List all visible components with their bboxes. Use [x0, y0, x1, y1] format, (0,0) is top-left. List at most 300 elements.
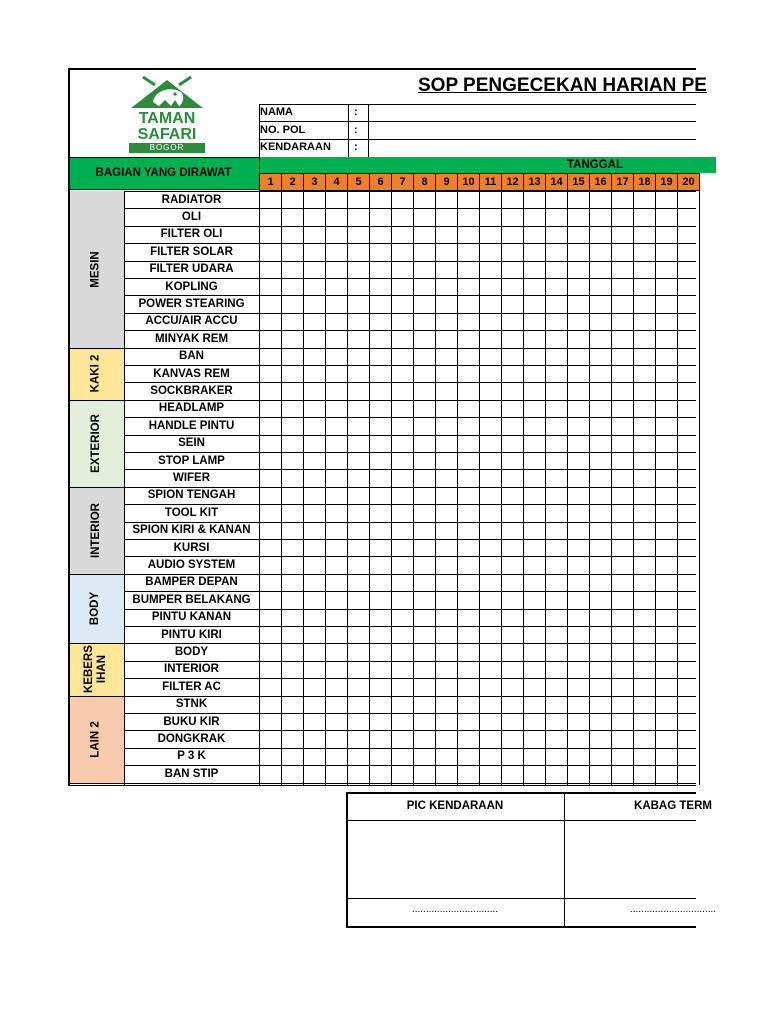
check-cell[interactable] [611, 330, 633, 347]
check-cell[interactable] [369, 504, 391, 521]
check-cell[interactable] [369, 765, 391, 782]
check-cell[interactable] [413, 765, 435, 782]
check-cell[interactable] [391, 748, 413, 765]
check-cell[interactable] [545, 208, 567, 225]
check-cell[interactable] [633, 243, 655, 260]
check-cell[interactable] [589, 435, 611, 452]
check-cell[interactable] [369, 609, 391, 626]
check-cell[interactable] [611, 539, 633, 556]
check-cell[interactable] [391, 609, 413, 626]
check-cell[interactable] [303, 313, 325, 330]
check-cell[interactable] [435, 191, 457, 208]
check-cell[interactable] [369, 522, 391, 539]
check-cell[interactable] [611, 713, 633, 730]
check-cell[interactable] [435, 504, 457, 521]
check-cell[interactable] [413, 504, 435, 521]
check-cell[interactable] [347, 191, 369, 208]
check-cell[interactable] [325, 504, 347, 521]
check-cell[interactable] [413, 243, 435, 260]
check-cell[interactable] [611, 348, 633, 365]
check-cell[interactable] [479, 243, 501, 260]
check-cell[interactable] [501, 469, 523, 486]
check-cell[interactable] [347, 730, 369, 747]
check-cell[interactable] [611, 452, 633, 469]
check-cell[interactable] [391, 208, 413, 225]
check-cell[interactable] [677, 643, 699, 660]
check-cell[interactable] [523, 208, 545, 225]
check-cell[interactable] [633, 191, 655, 208]
check-cell[interactable] [567, 191, 589, 208]
check-cell[interactable] [589, 522, 611, 539]
check-cell[interactable] [303, 226, 325, 243]
check-cell[interactable] [413, 226, 435, 243]
check-cell[interactable] [457, 208, 479, 225]
check-cell[interactable] [677, 278, 699, 295]
check-cell[interactable] [413, 191, 435, 208]
check-cell[interactable] [281, 539, 303, 556]
check-cell[interactable] [611, 626, 633, 643]
check-cell[interactable] [545, 539, 567, 556]
check-cell[interactable] [501, 348, 523, 365]
check-cell[interactable] [457, 748, 479, 765]
check-cell[interactable] [479, 574, 501, 591]
check-cell[interactable] [457, 313, 479, 330]
check-cell[interactable] [369, 208, 391, 225]
check-cell[interactable] [259, 713, 281, 730]
check-cell[interactable] [677, 330, 699, 347]
check-cell[interactable] [259, 609, 281, 626]
check-cell[interactable] [347, 539, 369, 556]
check-cell[interactable] [677, 591, 699, 608]
check-cell[interactable] [303, 713, 325, 730]
check-cell[interactable] [391, 348, 413, 365]
check-cell[interactable] [347, 365, 369, 382]
check-cell[interactable] [303, 574, 325, 591]
check-cell[interactable] [369, 278, 391, 295]
check-cell[interactable] [633, 765, 655, 782]
check-cell[interactable] [479, 713, 501, 730]
check-cell[interactable] [369, 313, 391, 330]
check-cell[interactable] [435, 748, 457, 765]
check-cell[interactable] [347, 226, 369, 243]
check-cell[interactable] [523, 522, 545, 539]
check-cell[interactable] [347, 452, 369, 469]
check-cell[interactable] [325, 208, 347, 225]
check-cell[interactable] [523, 643, 545, 660]
check-cell[interactable] [369, 696, 391, 713]
check-cell[interactable] [281, 469, 303, 486]
check-cell[interactable] [391, 713, 413, 730]
check-cell[interactable] [413, 400, 435, 417]
check-cell[interactable] [545, 730, 567, 747]
check-cell[interactable] [369, 295, 391, 312]
check-cell[interactable] [479, 313, 501, 330]
check-cell[interactable] [259, 417, 281, 434]
check-cell[interactable] [369, 730, 391, 747]
check-cell[interactable] [545, 348, 567, 365]
check-cell[interactable] [545, 609, 567, 626]
check-cell[interactable] [259, 539, 281, 556]
check-cell[interactable] [545, 365, 567, 382]
check-cell[interactable] [303, 591, 325, 608]
check-cell[interactable] [259, 295, 281, 312]
check-cell[interactable] [633, 522, 655, 539]
check-cell[interactable] [567, 278, 589, 295]
check-cell[interactable] [435, 730, 457, 747]
check-cell[interactable] [655, 556, 677, 573]
check-cell[interactable] [457, 696, 479, 713]
check-cell[interactable] [259, 730, 281, 747]
check-cell[interactable] [303, 748, 325, 765]
check-cell[interactable] [435, 522, 457, 539]
check-cell[interactable] [677, 730, 699, 747]
check-cell[interactable] [479, 417, 501, 434]
check-cell[interactable] [303, 348, 325, 365]
check-cell[interactable] [435, 591, 457, 608]
check-cell[interactable] [369, 469, 391, 486]
check-cell[interactable] [391, 400, 413, 417]
check-cell[interactable] [501, 487, 523, 504]
check-cell[interactable] [545, 556, 567, 573]
check-cell[interactable] [545, 678, 567, 695]
check-cell[interactable] [303, 435, 325, 452]
check-cell[interactable] [281, 452, 303, 469]
check-cell[interactable] [303, 765, 325, 782]
check-cell[interactable] [589, 574, 611, 591]
check-cell[interactable] [611, 261, 633, 278]
check-cell[interactable] [633, 365, 655, 382]
check-cell[interactable] [677, 226, 699, 243]
check-cell[interactable] [457, 226, 479, 243]
check-cell[interactable] [259, 748, 281, 765]
check-cell[interactable] [413, 661, 435, 678]
check-cell[interactable] [435, 365, 457, 382]
check-cell[interactable] [545, 522, 567, 539]
check-cell[interactable] [457, 522, 479, 539]
check-cell[interactable] [479, 400, 501, 417]
check-cell[interactable] [655, 330, 677, 347]
check-cell[interactable] [633, 295, 655, 312]
check-cell[interactable] [589, 609, 611, 626]
check-cell[interactable] [523, 609, 545, 626]
check-cell[interactable] [281, 330, 303, 347]
check-cell[interactable] [369, 556, 391, 573]
check-cell[interactable] [611, 765, 633, 782]
check-cell[interactable] [611, 226, 633, 243]
check-cell[interactable] [347, 208, 369, 225]
check-cell[interactable] [501, 643, 523, 660]
check-cell[interactable] [523, 330, 545, 347]
check-cell[interactable] [347, 609, 369, 626]
check-cell[interactable] [303, 539, 325, 556]
check-cell[interactable] [501, 208, 523, 225]
check-cell[interactable] [567, 469, 589, 486]
check-cell[interactable] [435, 487, 457, 504]
check-cell[interactable] [281, 591, 303, 608]
check-cell[interactable] [281, 504, 303, 521]
check-cell[interactable] [501, 243, 523, 260]
check-cell[interactable] [303, 487, 325, 504]
check-cell[interactable] [567, 643, 589, 660]
check-cell[interactable] [303, 330, 325, 347]
check-cell[interactable] [567, 365, 589, 382]
check-cell[interactable] [545, 313, 567, 330]
check-cell[interactable] [545, 574, 567, 591]
check-cell[interactable] [567, 661, 589, 678]
check-cell[interactable] [413, 713, 435, 730]
check-cell[interactable] [325, 417, 347, 434]
check-cell[interactable] [347, 469, 369, 486]
check-cell[interactable] [655, 191, 677, 208]
check-cell[interactable] [281, 661, 303, 678]
check-cell[interactable] [391, 643, 413, 660]
check-cell[interactable] [325, 400, 347, 417]
check-cell[interactable] [567, 208, 589, 225]
check-cell[interactable] [633, 539, 655, 556]
check-cell[interactable] [479, 609, 501, 626]
check-cell[interactable] [479, 748, 501, 765]
check-cell[interactable] [633, 730, 655, 747]
check-cell[interactable] [281, 713, 303, 730]
check-cell[interactable] [369, 400, 391, 417]
check-cell[interactable] [435, 226, 457, 243]
check-cell[interactable] [325, 522, 347, 539]
check-cell[interactable] [633, 487, 655, 504]
check-cell[interactable] [567, 730, 589, 747]
check-cell[interactable] [633, 626, 655, 643]
check-cell[interactable] [523, 191, 545, 208]
check-cell[interactable] [633, 330, 655, 347]
check-cell[interactable] [611, 591, 633, 608]
check-cell[interactable] [457, 626, 479, 643]
check-cell[interactable] [655, 487, 677, 504]
check-cell[interactable] [325, 382, 347, 399]
check-cell[interactable] [633, 696, 655, 713]
check-cell[interactable] [589, 591, 611, 608]
check-cell[interactable] [325, 452, 347, 469]
check-cell[interactable] [391, 661, 413, 678]
check-cell[interactable] [589, 417, 611, 434]
check-cell[interactable] [633, 574, 655, 591]
check-cell[interactable] [677, 504, 699, 521]
check-cell[interactable] [281, 678, 303, 695]
check-cell[interactable] [677, 452, 699, 469]
check-cell[interactable] [501, 452, 523, 469]
check-cell[interactable] [435, 643, 457, 660]
check-cell[interactable] [589, 748, 611, 765]
check-cell[interactable] [479, 382, 501, 399]
check-cell[interactable] [633, 382, 655, 399]
check-cell[interactable] [611, 748, 633, 765]
check-cell[interactable] [325, 261, 347, 278]
check-cell[interactable] [589, 730, 611, 747]
check-cell[interactable] [655, 452, 677, 469]
check-cell[interactable] [567, 748, 589, 765]
check-cell[interactable] [479, 678, 501, 695]
check-cell[interactable] [457, 678, 479, 695]
check-cell[interactable] [413, 417, 435, 434]
check-cell[interactable] [655, 539, 677, 556]
check-cell[interactable] [545, 748, 567, 765]
check-cell[interactable] [589, 539, 611, 556]
check-cell[interactable] [589, 382, 611, 399]
check-cell[interactable] [303, 191, 325, 208]
check-cell[interactable] [281, 609, 303, 626]
check-cell[interactable] [655, 713, 677, 730]
check-cell[interactable] [391, 452, 413, 469]
check-cell[interactable] [259, 591, 281, 608]
check-cell[interactable] [259, 313, 281, 330]
check-cell[interactable] [655, 348, 677, 365]
check-cell[interactable] [501, 765, 523, 782]
check-cell[interactable] [435, 382, 457, 399]
check-cell[interactable] [259, 191, 281, 208]
check-cell[interactable] [259, 661, 281, 678]
check-cell[interactable] [633, 278, 655, 295]
check-cell[interactable] [545, 226, 567, 243]
check-cell[interactable] [545, 261, 567, 278]
check-cell[interactable] [545, 243, 567, 260]
check-cell[interactable] [391, 365, 413, 382]
check-cell[interactable] [369, 243, 391, 260]
check-cell[interactable] [413, 556, 435, 573]
check-cell[interactable] [435, 713, 457, 730]
check-cell[interactable] [347, 348, 369, 365]
check-cell[interactable] [545, 696, 567, 713]
check-cell[interactable] [303, 643, 325, 660]
check-cell[interactable] [457, 191, 479, 208]
check-cell[interactable] [435, 417, 457, 434]
check-cell[interactable] [435, 330, 457, 347]
check-cell[interactable] [435, 696, 457, 713]
check-cell[interactable] [281, 643, 303, 660]
check-cell[interactable] [567, 504, 589, 521]
check-cell[interactable] [303, 382, 325, 399]
check-cell[interactable] [325, 539, 347, 556]
check-cell[interactable] [281, 748, 303, 765]
check-cell[interactable] [259, 261, 281, 278]
check-cell[interactable] [457, 417, 479, 434]
check-cell[interactable] [611, 243, 633, 260]
check-cell[interactable] [457, 487, 479, 504]
check-cell[interactable] [677, 469, 699, 486]
check-cell[interactable] [655, 295, 677, 312]
check-cell[interactable] [413, 487, 435, 504]
check-cell[interactable] [347, 678, 369, 695]
check-cell[interactable] [479, 278, 501, 295]
check-cell[interactable] [611, 730, 633, 747]
check-cell[interactable] [567, 713, 589, 730]
check-cell[interactable] [633, 313, 655, 330]
check-cell[interactable] [677, 522, 699, 539]
check-cell[interactable] [391, 765, 413, 782]
check-cell[interactable] [611, 487, 633, 504]
check-cell[interactable] [303, 609, 325, 626]
check-cell[interactable] [589, 243, 611, 260]
check-cell[interactable] [325, 191, 347, 208]
check-cell[interactable] [567, 452, 589, 469]
check-cell[interactable] [413, 574, 435, 591]
check-cell[interactable] [567, 556, 589, 573]
check-cell[interactable] [435, 765, 457, 782]
check-cell[interactable] [523, 487, 545, 504]
check-cell[interactable] [655, 661, 677, 678]
check-cell[interactable] [611, 504, 633, 521]
check-cell[interactable] [281, 696, 303, 713]
check-cell[interactable] [325, 574, 347, 591]
check-cell[interactable] [545, 382, 567, 399]
check-cell[interactable] [259, 522, 281, 539]
check-cell[interactable] [589, 696, 611, 713]
check-cell[interactable] [523, 295, 545, 312]
check-cell[interactable] [589, 261, 611, 278]
check-cell[interactable] [501, 504, 523, 521]
check-cell[interactable] [479, 295, 501, 312]
check-cell[interactable] [567, 226, 589, 243]
check-cell[interactable] [457, 365, 479, 382]
check-cell[interactable] [457, 348, 479, 365]
check-cell[interactable] [303, 208, 325, 225]
check-cell[interactable] [435, 400, 457, 417]
check-cell[interactable] [501, 417, 523, 434]
check-cell[interactable] [545, 626, 567, 643]
check-cell[interactable] [479, 696, 501, 713]
check-cell[interactable] [501, 226, 523, 243]
check-cell[interactable] [435, 609, 457, 626]
check-cell[interactable] [545, 435, 567, 452]
check-cell[interactable] [391, 382, 413, 399]
check-cell[interactable] [457, 574, 479, 591]
check-cell[interactable] [347, 696, 369, 713]
check-cell[interactable] [567, 400, 589, 417]
check-cell[interactable] [567, 295, 589, 312]
check-cell[interactable] [479, 539, 501, 556]
check-cell[interactable] [501, 278, 523, 295]
check-cell[interactable] [259, 765, 281, 782]
check-cell[interactable] [655, 696, 677, 713]
check-cell[interactable] [325, 226, 347, 243]
check-cell[interactable] [413, 382, 435, 399]
check-cell[interactable] [369, 626, 391, 643]
check-cell[interactable] [677, 365, 699, 382]
check-cell[interactable] [391, 243, 413, 260]
check-cell[interactable] [413, 435, 435, 452]
check-cell[interactable] [303, 452, 325, 469]
check-cell[interactable] [655, 522, 677, 539]
check-cell[interactable] [567, 313, 589, 330]
check-cell[interactable] [611, 469, 633, 486]
check-cell[interactable] [501, 539, 523, 556]
check-cell[interactable] [325, 330, 347, 347]
check-cell[interactable] [369, 539, 391, 556]
check-cell[interactable] [479, 556, 501, 573]
check-cell[interactable] [325, 609, 347, 626]
check-cell[interactable] [589, 487, 611, 504]
check-cell[interactable] [413, 365, 435, 382]
check-cell[interactable] [435, 348, 457, 365]
check-cell[interactable] [523, 313, 545, 330]
check-cell[interactable] [633, 261, 655, 278]
check-cell[interactable] [633, 556, 655, 573]
check-cell[interactable] [259, 643, 281, 660]
check-cell[interactable] [325, 313, 347, 330]
check-cell[interactable] [479, 435, 501, 452]
check-cell[interactable] [435, 539, 457, 556]
check-cell[interactable] [281, 435, 303, 452]
check-cell[interactable] [435, 435, 457, 452]
check-cell[interactable] [259, 348, 281, 365]
check-cell[interactable] [567, 261, 589, 278]
